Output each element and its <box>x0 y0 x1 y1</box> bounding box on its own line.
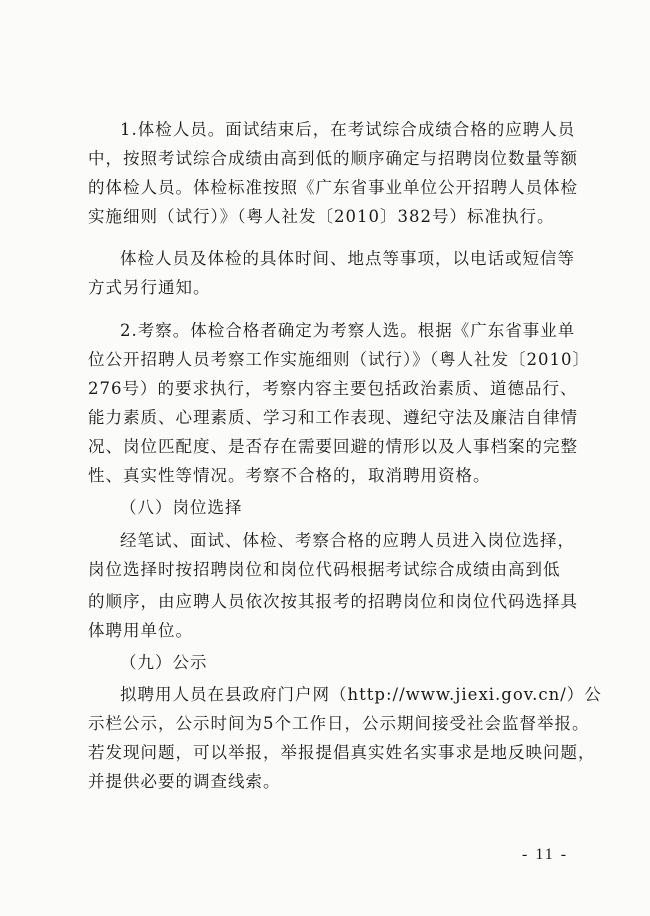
paragraph-line: 性、真实性等情况。考察不合格的，取消聘用资格。 <box>88 466 491 485</box>
paragraph-line: 若发现问题，可以举报，举报提倡真实姓名实事求是地反映问题， <box>88 743 596 762</box>
paragraph-line: 能力素质、心理素质、学习和工作表现、遵纪守法及廉洁自律情 <box>88 408 578 427</box>
section-heading: （八）岗位选择 <box>120 498 243 517</box>
page-number: - 11 - <box>522 846 569 863</box>
paragraph-line: 体聘用单位。 <box>88 621 193 640</box>
paragraph-line: 经笔试、面试、体检、考察合格的应聘人员进入岗位选择， <box>120 531 575 550</box>
paragraph-line: 实施细则（试行）》（粤人社发〔2010〕382号）标准执行。 <box>88 207 555 226</box>
paragraph-line: 中，按照考试综合成绩由高到低的顺序确定与招聘岗位数量等额 <box>88 149 578 168</box>
paragraph-line: 岗位选择时按招聘岗位和岗位代码根据考试综合成绩由高到低 <box>88 560 561 579</box>
paragraph-line: 位公开招聘人员考察工作实施细则（试行）》（粤人社发〔2010〕 <box>88 350 590 369</box>
paragraph-line: 体检人员及体检的具体时间、地点等事项，以电话或短信等 <box>120 249 575 268</box>
paragraph-line: 拟聘用人员在县政府门户网（http://www.jiexi.gov.cn/）公 <box>120 685 602 704</box>
paragraph-line: 示栏公示，公示时间为5个工作日，公示期间接受社会监督举报。 <box>88 714 590 733</box>
paragraph-line: 2.考察。体检合格者确定为考察人选。根据《广东省事业单 <box>120 321 576 340</box>
paragraph-line: 况、岗位匹配度、是否存在需要回避的情形以及人事档案的完整 <box>88 437 578 456</box>
paragraph-line: 的体检人员。体检标准按照《广东省事业单位公开招聘人员体检 <box>88 178 578 197</box>
section-heading: （九）公示 <box>120 653 208 672</box>
paragraph-line: 并提供必要的调查线索。 <box>88 772 281 791</box>
paragraph-line: 276号）的要求执行，考察内容主要包括政治素质、道德品行、 <box>88 379 578 398</box>
paragraph-line: 方式另行通知。 <box>88 278 211 297</box>
paragraph-line: 1.体检人员。面试结束后，在考试综合成绩合格的应聘人员 <box>120 120 576 139</box>
paragraph-line: 的顺序，由应聘人员依次按其报考的招聘岗位和岗位代码选择具 <box>88 592 578 611</box>
